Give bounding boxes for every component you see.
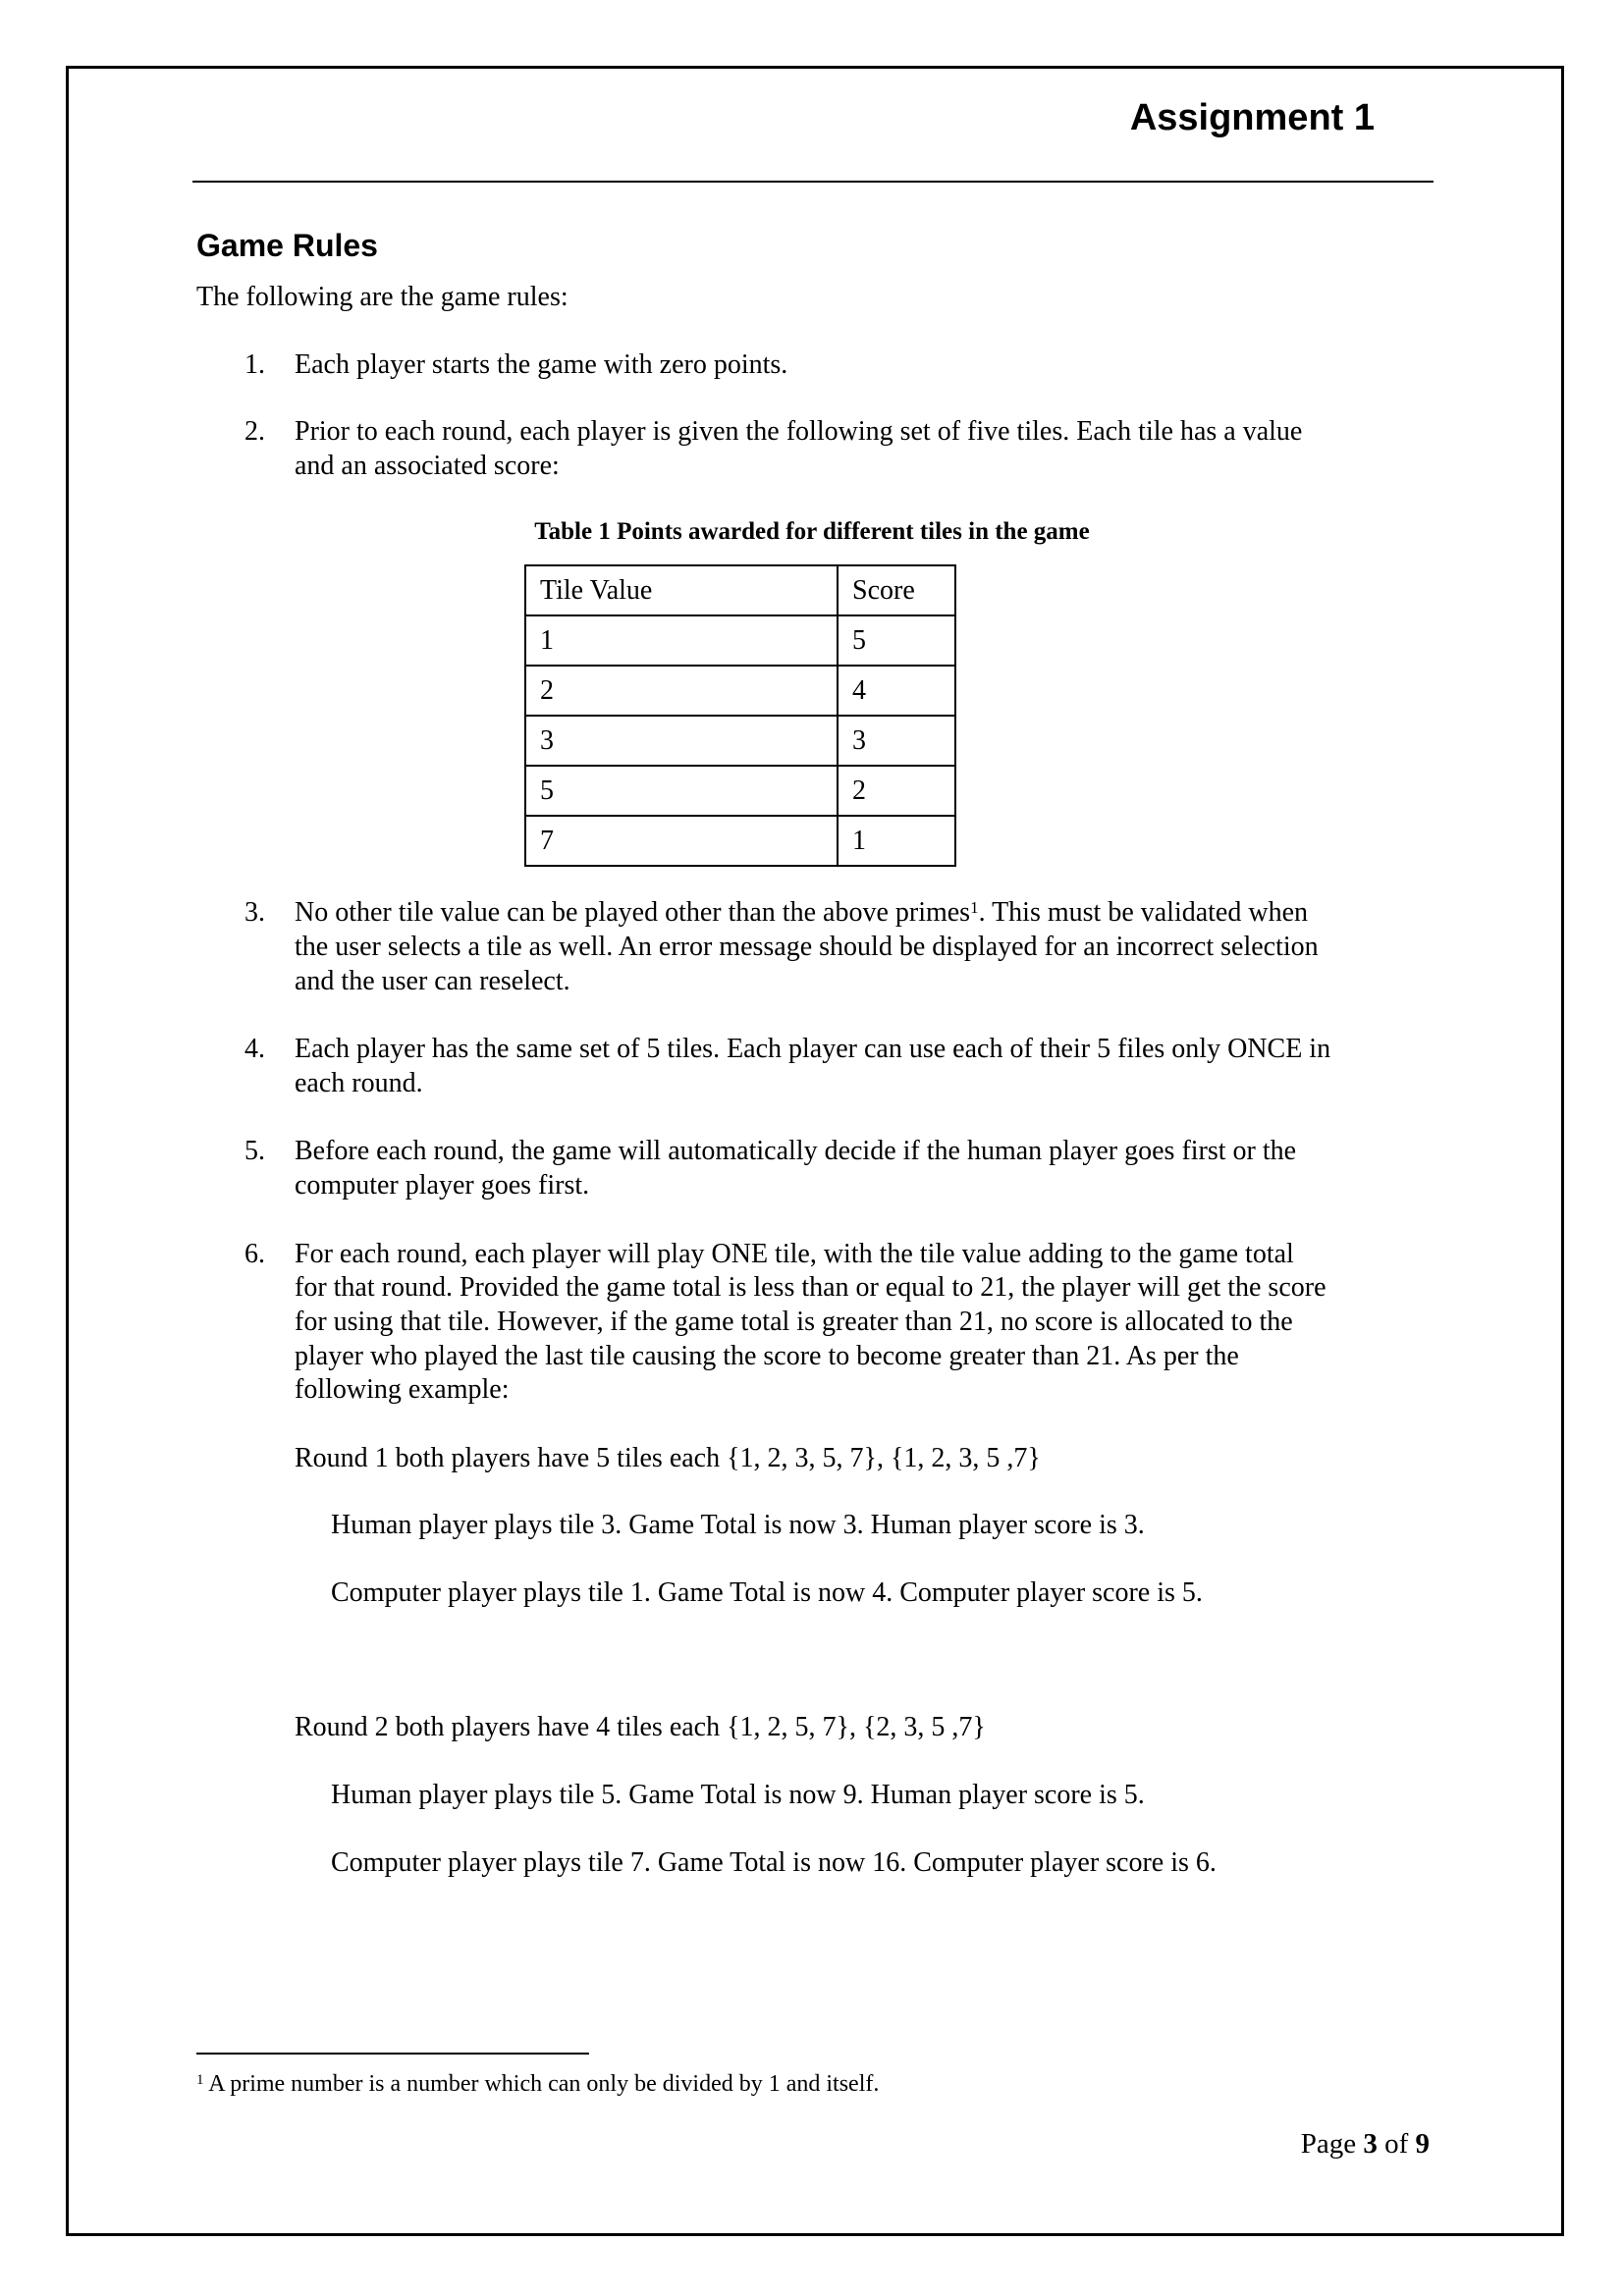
table-header-row	[525, 565, 955, 615]
of-word: of	[1384, 2128, 1409, 2160]
rule-number: 2.	[244, 416, 265, 447]
rule-text-part: This must be validated when	[992, 897, 1309, 928]
example-round-1-human: Human player plays tile 3. Game Total is now 3. Human player score is 3.	[331, 1510, 1145, 1540]
table-cell: 5	[838, 615, 955, 666]
table-caption: Table 1 Points awarded for different tiles in the game	[534, 518, 1090, 545]
table-cell: 3	[838, 716, 955, 766]
table-cell: 4	[838, 666, 955, 716]
rule-number: 4.	[244, 1034, 265, 1064]
document-header-title: Assignment 1	[1129, 97, 1375, 138]
table-cell: 1	[838, 816, 955, 866]
example-round-2-human: Human player plays tile 5. Game Total is now 9. Human player score is 5.	[331, 1780, 1145, 1810]
table-row	[525, 615, 955, 666]
section-heading: Game Rules	[196, 228, 378, 263]
rule-text: for that round. Provided the game total is less than or equal to 21, the player will get the score	[295, 1272, 1326, 1303]
rule-number: 5.	[244, 1136, 265, 1166]
table-cell: 5	[525, 766, 838, 816]
total-pages: 9	[1415, 2128, 1430, 2160]
current-page: 3	[1363, 2128, 1378, 2160]
rule-number: 6.	[244, 1239, 265, 1269]
rule-text: and the user can reselect.	[295, 966, 570, 996]
footnote-ref[interactable]: 1	[970, 898, 979, 917]
rule-text	[295, 896, 1308, 930]
section-intro: The following are the game rules:	[196, 282, 568, 312]
page-word: Page	[1300, 2128, 1357, 2160]
example-round-2: Round 2 both players have 4 tiles each {1, 2, 5, 7}, {2, 3, 5 ,7}	[295, 1712, 986, 1742]
rule-text: each round.	[295, 1068, 423, 1098]
rule-text: player who played the last tile causing the score to become greater than 21. As per the	[295, 1341, 1239, 1371]
header-rule	[192, 181, 1434, 183]
example-round-1-computer: Computer player plays tile 1. Game Total is now 4. Computer player score is 5.	[331, 1577, 1203, 1608]
footnote	[196, 2069, 879, 2099]
rule-text-part: No other tile value can be played other than the above primes	[295, 897, 971, 928]
punct: .	[978, 897, 993, 928]
table-row	[525, 716, 955, 766]
rule-text: and an associated score:	[295, 451, 560, 481]
rule-number: 3.	[244, 897, 265, 928]
table-cell: 1	[525, 615, 838, 666]
tile-score-table	[524, 564, 956, 867]
footnote-text: A prime number is a number which can only be divided by 1 and itself.	[208, 2071, 880, 2097]
header-cell: Score	[838, 565, 955, 615]
rule-text: following example:	[295, 1374, 510, 1405]
rule-text: for using that tile. However, if the game total is greater than 21, no score is allocated to the	[295, 1307, 1293, 1337]
table-cell: 2	[838, 766, 955, 816]
rule-text: the user selects a tile as well. An error message should be displayed for an incorrect selection	[295, 932, 1319, 962]
table-cell: 3	[525, 716, 838, 766]
rule-text: Each player starts the game with zero points.	[295, 349, 788, 380]
table-cell: 7	[525, 816, 838, 866]
rule-text: Prior to each round, each player is given the following set of five tiles. Each tile has a value	[295, 416, 1303, 447]
rule-text: Before each round, the game will automatically decide if the human player goes first or the	[295, 1136, 1297, 1166]
header-cell: Tile Value	[525, 565, 838, 615]
rule-text: Each player has the same set of 5 tiles. Each player can use each of their 5 files only ONCE in	[295, 1034, 1331, 1064]
rule-text: computer player goes first.	[295, 1170, 590, 1201]
table-row	[525, 666, 955, 716]
footnote-separator	[196, 2053, 589, 2055]
rule-number: 1.	[244, 349, 265, 380]
table-row	[525, 766, 955, 816]
rule-text: For each round, each player will play ONE tile, with the tile value adding to the game total	[295, 1239, 1294, 1269]
table-row	[525, 816, 955, 866]
example-round-1: Round 1 both players have 5 tiles each {1, 2, 3, 5, 7}, {1, 2, 3, 5 ,7}	[295, 1443, 1041, 1473]
example-round-2-computer: Computer player plays tile 7. Game Total is now 16. Computer player score is 6.	[331, 1847, 1217, 1878]
footnote-mark: 1	[196, 2072, 204, 2088]
page-number	[1301, 2126, 1430, 2162]
table-cell: 2	[525, 666, 838, 716]
